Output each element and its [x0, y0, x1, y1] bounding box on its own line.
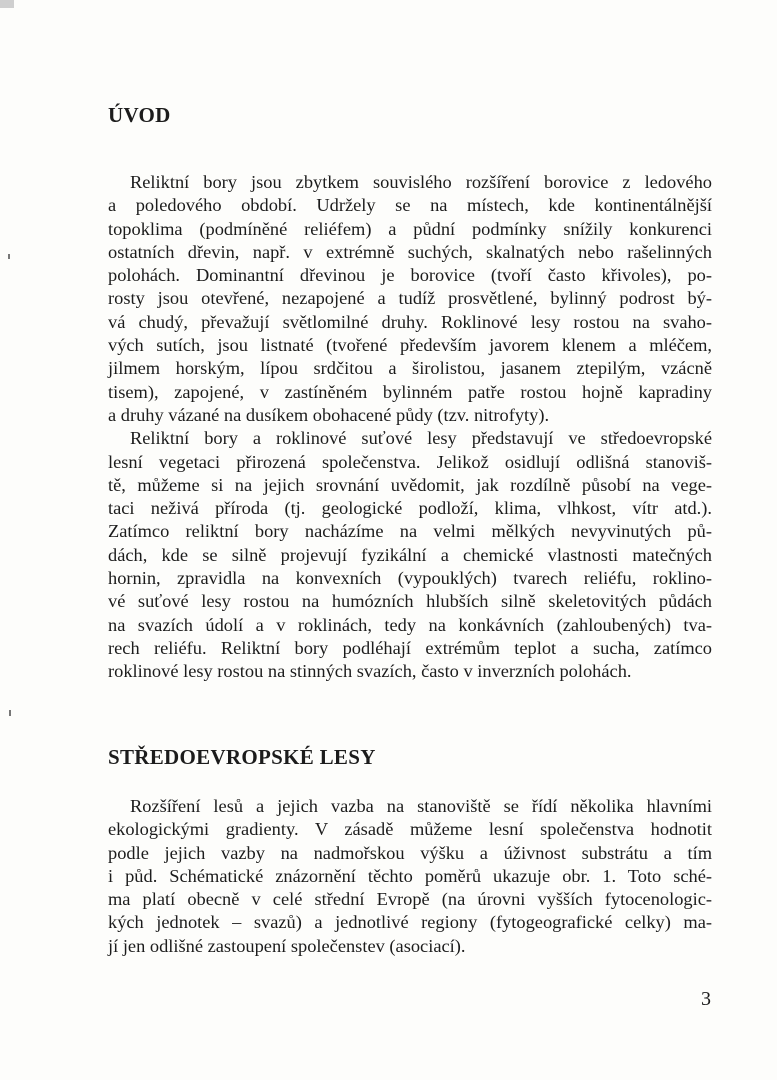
- text-line: vých sutích, jsou listnaté (tvořené především javorem klenem a mléčem,: [108, 335, 712, 356]
- scan-speck: [9, 710, 11, 716]
- text-line: podle jejich vazby na nadmořskou výšku a úživnost substrátu a tím: [108, 842, 712, 863]
- text-line: Zatímco reliktní bory nacházíme na velmi mělkých nevyvinutých pů-: [108, 521, 712, 542]
- text-line: jilmem horským, lípou srdčitou a širolistou, jasanem ztepilým, vzácně: [108, 358, 712, 379]
- text-line: Reliktní bory a roklinové suťové lesy představují ve středoevropské: [130, 428, 712, 449]
- text-line: i půd. Schématické znázornění těchto poměrů ukazuje obr. 1. Toto sché-: [108, 865, 712, 886]
- text-line: vá chudý, převažují světlomilné druhy. Roklinové lesy rostou na svaho-: [108, 311, 712, 332]
- text-line: Reliktní bory jsou zbytkem souvislého rozšíření borovice z ledového: [130, 172, 712, 192]
- text-line: polohách. Dominantní dřevinou je borovice (tvoří často křivoles), po-: [108, 265, 712, 286]
- text-line: taci neživá příroda (tj. geologické podloží, klima, vlhkost, vítr atd.).: [108, 498, 712, 519]
- text-line: a poledového období. Udržely se na místech, kde kontinentálnější: [108, 195, 712, 216]
- section-body-stredoevropske-lesy: [108, 795, 712, 958]
- text-line: rech reliéfu. Reliktní bory podléhají extrémům teplot a sucha, zatímco: [108, 637, 712, 658]
- text-line: ekologickými gradienty. V zásadě můžeme lesní společenstva hodnotit: [108, 819, 712, 840]
- text-line: roklinové lesy rostou na stinných svazích, často v inverzních polohách.: [108, 661, 632, 682]
- text-line: tisem), zapojené, v zastíněném bylinném patře rostou hojně kapradiny: [108, 381, 712, 402]
- section-heading-stredoevropske-lesy: STŘEDOEVROPSKÉ LESY: [108, 745, 376, 769]
- text-line: tě, můžeme si na jejich srovnání uvědomit, jak rozdílně působí na vege-: [108, 474, 712, 495]
- text-line: dách, kde se silně projevují fyzikální a chemické vlastnosti matečných: [108, 544, 712, 565]
- text-line: na svazích údolí a v roklinách, tedy na konkávních (zahloubených) tva-: [108, 614, 712, 635]
- text-line: jí jen odlišné zastoupení společenstev (asociací).: [108, 935, 466, 956]
- scan-speck: [0, 0, 14, 8]
- text-line: ma platí obecně v celé střední Evropě (na úrovni vyšších fytocenologic-: [108, 889, 712, 910]
- paragraph: [108, 427, 712, 683]
- text-line: kých jednotek – svazů) a jednotlivé regiony (fytogeografické celky) ma-: [108, 912, 712, 933]
- page-number: 3: [701, 988, 711, 1010]
- text-line: lesní vegetaci přirozená společenstva. Jelikož osidlují odlišná stanoviš-: [108, 451, 712, 472]
- text-line: a druhy vázané na dusíkem obohacené půdy (tzv. nitrofyty).: [108, 404, 550, 425]
- section-heading-uvod: ÚVOD: [108, 103, 171, 127]
- text-line: topoklima (podmíněné reliéfem) a půdní podmínky snížily konkurenci: [108, 218, 712, 239]
- text-line: Rozšíření lesů a jejich vazba na stanoviště se řídí několika hlavními: [130, 796, 712, 816]
- section-body-uvod: [108, 171, 712, 684]
- text-line: vé suťové lesy rostou na humózních hlubších silně skeletovitých půdách: [108, 591, 712, 612]
- text-line: ostatních dřevin, např. v extrémně suchých, skalnatých nebo rašelinných: [108, 241, 712, 262]
- paragraph: [108, 171, 712, 427]
- text-line: rosty jsou otevřené, nezapojené a tudíž prosvětlené, bylinný podrost bý-: [108, 288, 712, 309]
- paragraph: [108, 795, 712, 958]
- text-line: hornin, zpravidla na konvexních (vypouklých) tvarech reliéfu, roklino-: [108, 568, 712, 589]
- scan-speck: [8, 254, 10, 259]
